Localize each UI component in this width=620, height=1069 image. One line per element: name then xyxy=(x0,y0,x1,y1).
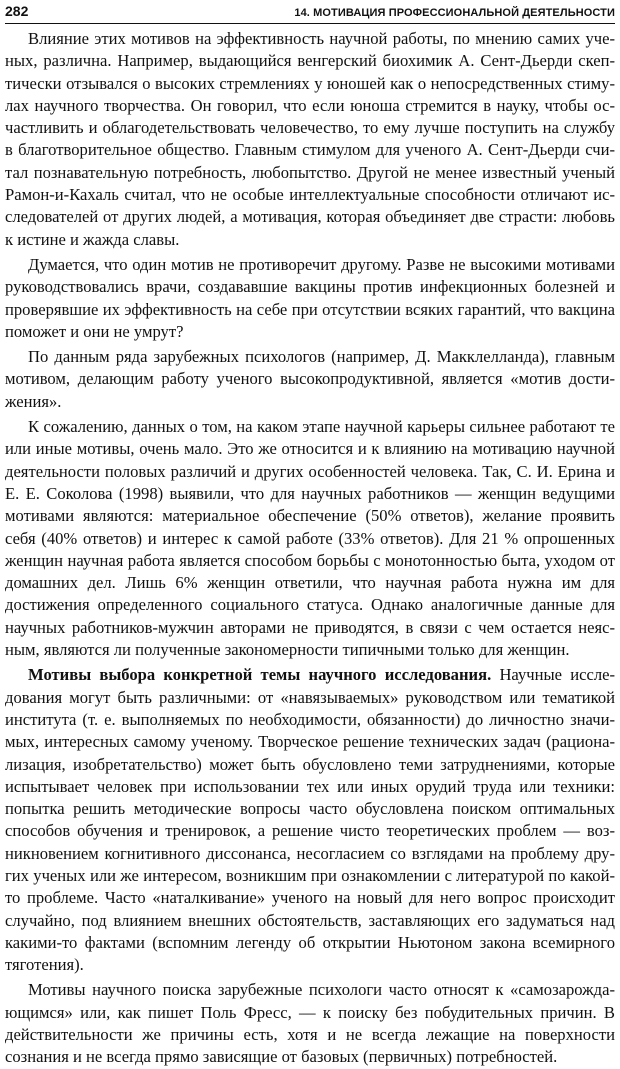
paragraph-1 xyxy=(5,28,615,251)
paragraph-text: К сожалению, данных о том, на каком этапе научной карьеры сильнее работают те или иные мотивы, очень мало. Это же относится и к влиянию на мотивацию научной деятельности половых различий и других особенностей человека. Так, С. И. Ерина и Е. Е. Соколова (1998) выявили, что для научных работников — женщин ведущими мотивами являются: материальное обеспечение (50% ответов), желание проявить себя (40% ответов) и интерес к самой работе (33% ответов). Для 21 % опрошенных женщин научная работа является способом борьбы с монотонностью быта, уходом от домашних дел. Лишь 6% женщин ответили, что научная работа нужна им для достижения определенного социального статуса. Однако аналогичные данные для научных работников-мужчин авторами не приводятся, в связи с чем остается неясным, являются ли полученные закономерности типичными только для женщин. xyxy=(5,417,615,660)
paragraph-5 xyxy=(5,664,615,976)
body-text xyxy=(5,28,615,1069)
paragraph-3 xyxy=(5,346,615,413)
paragraph-text: Влияние этих мотивов на эффективность научной работы, по мнению самих ученых, различна. Например, выдающийся венгерский биохимик А. Сент-Дьерди скептически отзывался о высоких стремлениях у юношей как о непосредственных стимулах научного творчества. Он говорил, что если юноша стремится в науку, чтобы осчастливить и облагодетельствовать человечество, то ему лучше поступить на службу в благотворительное общество. Главным стимулом для ученого А. Сент-Дьерди считал познавательную потребность, любопытство. Другой не менее известный ученый Рамон-и-Кахаль считал, что не особые интеллектуальные способности отличают исследователей от других людей, а мотивация, которая объединяет две страсти: любовь к истине и жажда славы. xyxy=(5,29,615,249)
paragraph-text: Научные исследования могут быть различными: от «навязываемых» руководством или тематикой института (т. е. выполняемых по необходимости, обязанности) до личностно значимых, интересных самому ученому. Творческое решение технических задач (рационализация, изобретательство) может быть обусловлено теми затруднениями, которые испытывает человек при использовании тех или иных орудий труда или техники: попытка решить методические вопросы часто обусловлена поиском оптимальных способов обучения и тренировок, а решение чисто теоретических проблем — возникновением когнитивного диссонанса, несогласием со взглядами на проблему других ученых или же интересом, возникшим при ознакомлении с литературой по какой-то проблеме. Часто «наталкивание» ученого на новый для него вопрос происходит случайно, под влиянием внешних обстоятельств, заставляющих его задуматься над какими-то фактами (вспомним легенду об открытии Ньютоном закона всемирного тяготения). xyxy=(5,665,615,975)
running-header xyxy=(5,3,615,24)
paragraph-text: Думается, что один мотив не противоречит другому. Разве не высокими мотивами руководствовались врачи, создававшие вакцины против инфекционных болезней и проверявшие их эффективность на себе при отсутствии всяких гарантий, что вакцина поможет и они не умрут? xyxy=(5,254,615,341)
paragraph-text: По данным ряда зарубежных психологов (например, Д. Макклелланда), главным мотивом, делающим работу ученого высокопродуктивной, является «мотив достижения». xyxy=(5,347,615,411)
chapter-title: 14. МОТИВАЦИЯ ПРОФЕССИОНАЛЬНОЙ ДЕЯТЕЛЬНОСТИ xyxy=(294,7,615,19)
paragraph-6 xyxy=(5,979,615,1068)
section-run-in-heading: Мотивы выбора конкретной темы научного исследования. xyxy=(28,665,492,685)
paragraph-text: Мотивы научного поиска зарубежные психологи часто относят к «самозарождающимся» или, как пишет Поль Фресс, — к поиску без побудительных причин. В действительности же причины есть, хотя и не всегда лежащие на поверхности сознания и не всегда прямо зависящие от базовых (первичных) потребностей. xyxy=(5,980,615,1067)
paragraph-2 xyxy=(5,254,615,343)
page-number: 282 xyxy=(5,3,29,19)
paragraph-4 xyxy=(5,416,615,661)
